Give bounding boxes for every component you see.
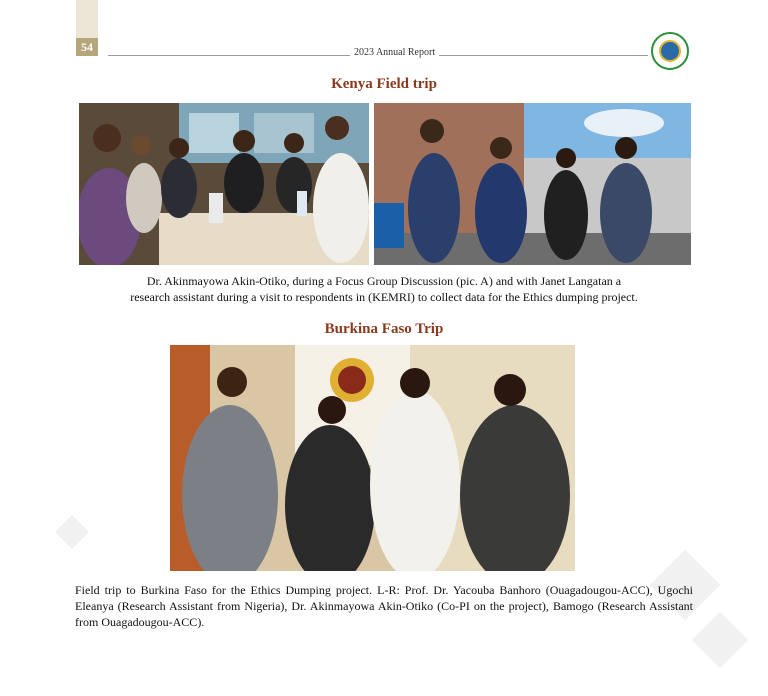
kenya-caption-line-1: Dr. Akinmayowa Akin-Otiko, during a Focus Group Discussion (pic. A) and with Janet Langatan a — [146, 274, 622, 288]
burkina-section-title: Burkina Faso Trip — [324, 321, 444, 337]
kenya-section-title: Kenya Field trip — [331, 76, 437, 92]
burkina-caption: Field trip to Burkina Faso for the Ethics Dumping project. L-R: Prof. Dr. Yacouba Banhoro (Ouagadougou-ACC), Ugochi Eleanya (Research Assistant from Nigeria), Dr. Akinmayowa Akin-Otiko (Co-PI on the project), Bamogo (Research Assistant from Ouagadougou-ACC). — [75, 583, 693, 629]
university-seal-icon — [651, 32, 689, 70]
report-title: 2023 Annual Report — [350, 47, 439, 58]
background-diamond — [692, 612, 749, 669]
kenya-photo-kemri-visit — [374, 103, 691, 265]
page-tab-strip — [76, 0, 98, 38]
kenya-photo-focus-group — [79, 103, 369, 265]
background-diamond — [55, 515, 89, 549]
seal-emblem — [659, 40, 681, 62]
burkina-group-photo — [170, 345, 575, 571]
page-number: 54 — [76, 38, 98, 56]
kenya-caption-line-2: research assistant during a visit to respondents in (KEMRI) to collect data for the Ethics dumping project. — [130, 290, 638, 304]
